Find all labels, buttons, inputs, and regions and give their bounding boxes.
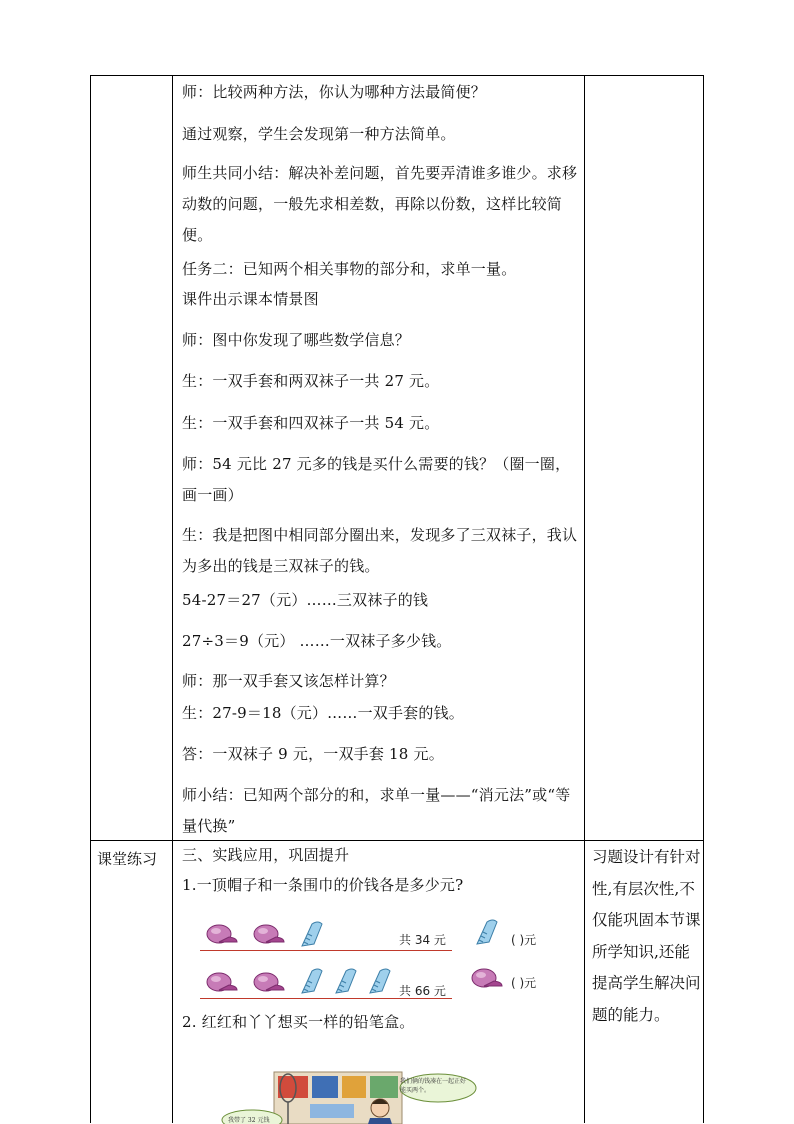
paragraph-calc-3: 生：27-9＝18（元）……一双手套的钱。: [182, 704, 464, 722]
speech-bubble-left: 我带了 32 元钱: [228, 1117, 270, 1124]
paragraph-teacher-question: 师：图中你发现了哪些数学信息？: [182, 331, 411, 349]
scarf-icon: [332, 965, 360, 997]
row-2-answer-blank[interactable]: ( )元: [511, 976, 537, 990]
row-1-total: 共 34 元: [399, 933, 446, 947]
row-2-underline: [200, 998, 452, 999]
question-2: 2. 红红和丫丫想买一样的铅笔盒。: [182, 1013, 415, 1031]
row-2-total: 共 66 元: [399, 984, 446, 998]
paragraph-summary: 师生共同小结：解决补差问题，首先要弄清谁多谁少。求移动数的问题，一般先求相差数，再除以份数，这样比较简便。: [182, 164, 578, 244]
cap-icon: [205, 970, 239, 994]
paragraph-task-two: 任务二：已知两个相关事物的部分和，求单一量。: [182, 260, 517, 278]
paragraph-teacher-question-3: 师：那一双手套又该怎样计算？: [182, 672, 395, 690]
section-label: 课堂练习: [97, 850, 158, 868]
paragraph-compare-methods: 师：比较两种方法，你认为哪种方法最简便？: [182, 83, 487, 101]
cap-icon: [252, 922, 286, 946]
practice-heading: 三、实践应用，巩固提升: [182, 846, 350, 864]
table-border-left: [90, 75, 91, 1123]
table-border-col1: [172, 75, 173, 1123]
paragraph-student-answer-1: 生：一双手套和两双袜子一共 27 元。: [182, 372, 440, 390]
cap-icon: [252, 970, 286, 994]
scarf-icon: [298, 965, 326, 997]
row-1-answer-blank[interactable]: ( )元: [511, 933, 537, 947]
paragraph-calc-1: 54-27＝27（元）……三双袜子的钱: [182, 591, 429, 609]
paragraph-courseware: 课件出示课本情景图: [182, 290, 319, 308]
cap-icon: [205, 922, 239, 946]
paragraph-answer: 答：一双袜子 9 元，一双手套 18 元。: [182, 745, 444, 763]
scarf-icon: [473, 916, 501, 948]
table-border-col2: [584, 75, 585, 1123]
paragraph-observation: 通过观察，学生会发现第一种方法简单。: [182, 125, 456, 143]
speech-bubble-right: 我们俩的钱凑在一起正好能买两个。: [400, 1078, 467, 1094]
table-top-border: [90, 75, 704, 76]
paragraph-teacher-summary: 师小结：已知两个部分的和，求单一量——“消元法”或“等量代换”: [182, 786, 571, 835]
question-1: 1.一顶帽子和一条围巾的价钱各是多少元?: [182, 876, 464, 894]
row-1-underline: [200, 950, 452, 951]
scarf-icon: [366, 965, 394, 997]
cap-icon: [470, 966, 504, 990]
scarf-icon: [298, 918, 326, 950]
paragraph-calc-2: 27÷3＝9（元） ……一双袜子多少钱。: [182, 632, 452, 650]
paragraph-student-explanation: 生：我是把图中相同部分圈出来，发现多了三双袜子，我认为多出的钱是三双袜子的钱。: [182, 526, 578, 575]
design-note: 习题设计有针对性,有层次性,不仅能巩固本节课所学知识,还能提高学生解决问题的能力。: [592, 848, 701, 1024]
paragraph-student-answer-2: 生：一双手套和四双袜子一共 54 元。: [182, 414, 440, 432]
paragraph-teacher-question-2: 师：54 元比 27 元多的钱是买什么需要的钱？（圈一圈，画一画）: [182, 455, 571, 504]
